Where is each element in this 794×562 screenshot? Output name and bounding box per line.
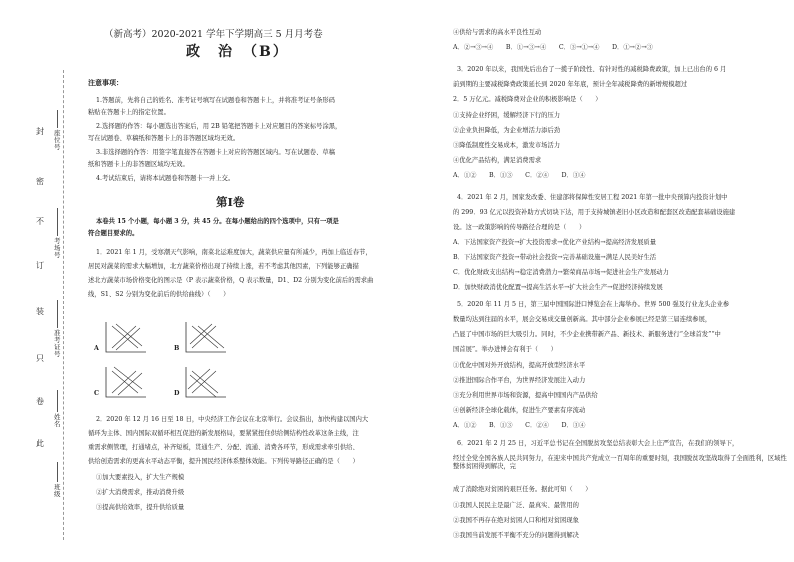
q2-option: ③提高供给效率，提升供给质量 [96,504,185,511]
q6-option: ③我国当前发展不平衡不充分的问题得到解决 [453,532,579,539]
instructions-line: 符合题目要求的。 [88,230,139,237]
q4-text: 设。这一政策影响的传导路径合理的是（ ） [453,224,586,231]
q5-option: ①优化中国对外开放结构，提高开放型经济水平 [453,362,586,369]
exam-subject: 政 治 （B） [186,44,289,60]
q3-option: ③降低制度性交易成本，激发市场活力 [453,142,561,149]
q4-option: A．下达国家资产投资→扩大投资需求→优化产业结构→提高经济发展质量 [453,239,656,246]
q3-text: 3．2020 年以来，我国先后出台了一揽子阶段性、有针对性的减税降费政策，加上已出台的 6 月 [457,66,727,73]
q2-option: ②扩大消费需求，推动消费升级 [96,489,185,496]
cut-line [63,70,64,540]
q6-option: ①我国人民民主是最广泛、最真实、最管用的 [453,502,579,509]
option-c-graph [102,365,148,399]
notice-line: 纸和答题卡上的非答题区域均无效。 [88,161,189,168]
option-d-graph [182,365,228,399]
option-a-graph [102,320,148,354]
q5-text: 国首展”。举办进博会有利于（ ） [453,346,557,353]
q3-answers: A．①② B．①③ C．②④ D．③④ [453,172,586,179]
q3-option: ②企业负担降低，为企业增活力添后劲 [453,127,561,134]
q5-text: 凸显了中国市场的巨大吸引力。同时，不少企业携带新产品、新技术、新服务进行“全球首发”“中 [453,331,721,338]
seal-char: 装 [36,307,44,316]
q3-text: 前到期的主要减税降费政策延长到 2020 年年底，预计全年减税降费的新增规模超过 [453,81,688,88]
seal-char: 不 [36,217,44,226]
q6-text: 6．2021 年 2 月 25 日，习近平总书记在全国脱贫攻坚总结表彰大会上庄严宣告，在我们的领导下， [457,440,739,447]
q4-text: 的 299．93 亿元以投资补助方式切块下达，用于支持城镇老旧小区改造和配套区改造配套基础设施建 [453,209,736,216]
q4-option: B．下达国家资产投资→带动社会投资→完善基础设施→满足人民美好生活 [453,254,657,261]
seal-char: 此 [36,439,44,448]
q6-option: ②我国不再存在绝对贫困人口和相对贫困现象 [453,517,579,524]
q2-text: 2．2020 年 12 月 16 日至 18 日，中央经济工作会议在北京举行。会议指出，加快构建以国内大 [96,416,369,423]
option-d-label: D [174,390,180,397]
q4-option: D．加快财政消优化配置→提高生活水平→扩大社会生产→促进经济持续发展 [453,284,663,291]
notice-heading: 注意事项： [88,78,123,87]
q3-text: 2．5 万亿元。减税降费对企业的积极影响是（ ） [453,96,602,103]
name-label: 姓名 [54,413,61,428]
class-label: 班级 [54,483,61,498]
option-c-label: C [94,390,100,397]
notice-line: 2.选择题的作答：每小题选出答案后，用 2B 铅笔把答题卡上对应题目的答案标号涂黑， [96,123,342,130]
seat-number-label: 座位号 [54,129,61,151]
exam-room-label: 考场号 [54,237,61,259]
q1-text: 1．2021 年 1 月，受寒潮天气影响，南菜北运难度加大，蔬菜供应量有所减少，再加上临近春节， [96,249,372,256]
q2-text: 供给创造需求的更高水平动态平衡，提升国民经济体系整体效能。下列传导路径正确的是（ ） [88,458,359,465]
q1-text: 述北方蔬菜市场价格变化的图示是（P 表示蔬菜价格，Q 表示数量，D1、D2 分别为变化前后的需求曲 [88,277,374,284]
q5-option: ②推进国际合作平台，为世界经济发展注入动力 [453,377,586,384]
q6-text: 经过全党全国各族人民共同努力，在迎来中国共产党成立一百周年的重要时刻，我国脱贫攻坚战取得了全面胜利，区域性整体贫困得到解决，完 [453,455,787,470]
q1-text: 线，S1、S2 分别为变化前后的供给曲线）（ ） [88,291,230,298]
q5-option: ③充分利用世界市场和资源，提高中国国内产品供给 [453,392,598,399]
seal-char: 只 [36,354,44,363]
q5-answers: A．①② B．①③ C．②④ D．③④ [453,422,586,429]
exam-title: （新高考）2020-2021 学年下学期高三 5 月月考卷 [104,29,323,40]
q2-answers: A．②→③→④ B．①→③→④ C．③→①→④ D．①→②→③ [453,44,653,51]
notice-line: 写在试题卷、草稿纸和答题卡上的非答题区域均无效。 [88,135,240,142]
seal-char: 封 [36,127,44,136]
notice-line: 粘贴在答题卡上的指定位置。 [88,109,170,116]
seal-char: 卷 [36,397,44,406]
binding-strip [0,0,70,562]
notice-line: 4.考试结束后，请将本试题卷和答题卡一并上交。 [96,175,235,182]
q3-option: ④优化产品结构，满足消费需求 [453,157,542,164]
q2-option: ①加大要素投入，扩大生产规模 [96,474,185,481]
q4-option: C．优化财政支出结构→稳定消费潜力→繁荣商品市场→促进社会生产发展动力 [453,269,669,276]
q5-option: ④创新经济全球化载体，促进生产要素有序流动 [453,407,586,414]
q4-text: 4．2021 年 2 月，国家发改委、住建部将保障性安居工程 2021 年第一批中央预算内投资计划中 [457,194,728,201]
q5-text: 数量均达到往届的水平，展会交易成交量创新高。其中部分企业参展已经是第三届连续参展， [453,316,712,323]
option-a-label: A [94,345,99,352]
q2-text: 重需求侧管理，打通堵点，补齐短板，贯通生产、分配、流通、消费各环节，形成需求牵引供给、 [88,444,359,451]
notice-line: 1.答题前，先将自己的姓名、准考证号填写在试题卷和答题卡上，并将准考证号条形码 [96,97,335,104]
q1-text: 居民对蔬菜的需求大幅增加，北方蔬菜价格出现了持续上涨，若不考虑其他因素，下列能够正确描 [88,263,359,270]
instructions-line: 本卷共 15 个小题，每小题 3 分，共 45 分。在每小题给出的四个选项中，只有一项是 [96,218,339,225]
exam-id-label: 准考证号 [54,329,61,358]
q2-text: 循环为主体、国内国际双循环相互促进的新发展格局，要紧紧扭住供给侧结构性改革这条主线，注 [88,430,359,437]
section-heading: 第Ⅰ卷 [216,195,245,209]
seal-char: 订 [36,261,44,270]
q3-option: ①支持企业纾困，缓解经济下行的压力 [453,112,561,119]
seal-char: 密 [36,177,44,186]
q5-text: 5．2020 年 11 月 5 日，第三届中国国际进口博览会在上海举办。世界 500 强及行业龙头企业参 [457,301,730,308]
q2-option: ④供给与需求的高水平良性互动 [453,29,542,36]
option-b-graph [182,320,228,354]
q6-text: 成了消除绝对贫困的艰巨任务。据此可知（ ） [453,486,592,493]
option-b-label: B [174,345,180,352]
notice-line: 3.非选择题的作答：用签字笔直接答在答题卡上对应的答题区域内。写在试题卷、草稿 [96,149,335,156]
